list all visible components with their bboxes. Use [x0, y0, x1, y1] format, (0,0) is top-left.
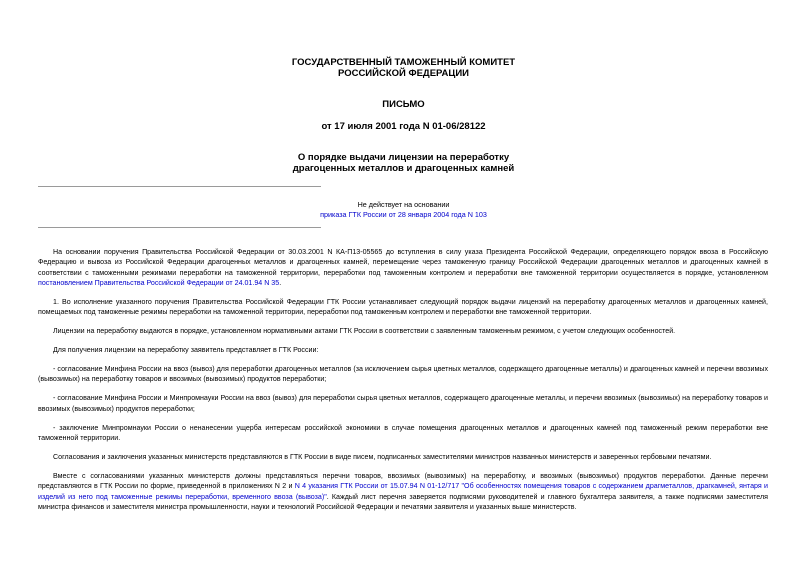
- paragraph-4: Для получения лицензии на переработку заявитель представляет в ГТК России:: [53, 346, 319, 355]
- paragraph-8: Согласования и заключения указанных министерств представляются в ГТК России в виде писем, подписанных заместителями министров названных министерств и заверенных гербовыми печатями.: [53, 452, 712, 461]
- paragraph-1-text: На основании поручения Правительства Российской Федерации от 30.03.2001 N КА-П13-05565 до вступления в силу указа Президента Российской Федерации, определяющего порядок ввоза в Российскую Федерацию и вывоза из Российской Федерации драгоценных металлов и драгоценных камней, перемещение через таможенную границу Российской Федерации драгоценных металлов и драгоценных камней в соответствии с таможенными режимами переработки на таможенной территории, переработки под таможенным контролем и переработки вне таможенной территории осуществляется в порядке, установленном: [38, 248, 768, 277]
- status-link[interactable]: приказа ГТК России от 28 января 2004 года N 103: [320, 210, 487, 219]
- status-label: Не действует на основании: [357, 200, 450, 209]
- paragraph-1-link[interactable]: постановлением Правительства Российской Федерации от 24.01.94 N 35: [38, 278, 280, 287]
- document-type: ПИСЬМО: [382, 99, 425, 110]
- paragraph-3: Лицензии на переработку выдаются в порядке, установленном нормативными актами ГТК России в соответствии с заявленным таможенным режимом, с учетом следующих особенностей.: [53, 327, 676, 336]
- subject-line2: драгоценных металлов и драгоценных камней: [292, 163, 515, 174]
- paragraph-9: [38, 471, 768, 512]
- document-date: от 17 июля 2001 года N 01-06/28122: [321, 121, 486, 132]
- status-wrapper: [0, 210, 807, 220]
- paragraph-9-end: . Каждый лист перечня заверяется подписями руководителей и главного бухгалтера заявителя, а также подписями заместителя министра финансов и заместителя министра промышленности, науки и технологий Российской Федерации и печатями заявителя и указанных выше министерств.: [38, 492, 768, 511]
- paragraph-9-link[interactable]: N 4 указания ГТК России от 15.07.94 N 01-12/717 "Об особенностях помещения товаров с содержанием драгметаллов, драгкамней, янтаря и изделий из него под таможенные режимы переработки, временного ввоза (вывоза)": [38, 482, 768, 501]
- paragraph-7: - заключение Минпромнауки России о ненанесении ущерба интересам российской экономики в случае помещения драгоценных металлов и драгоценных камней под таможенный режим переработки вне таможенной территории.: [38, 423, 768, 442]
- org-name-line2: РОССИЙСКОЙ ФЕДЕРАЦИИ: [337, 68, 469, 79]
- top-divider: [38, 186, 321, 187]
- paragraph-9-text: Вместе с согласованиями указанных министерств должны представляться перечни товаров, ввозимых (вывозимых) на переработку, и ввозимых (вывозимых) продуктов переработки. Данные перечни представляются в ГТК России по форме, приведенной в приложениях N 2 и: [38, 471, 768, 491]
- paragraph-6: - согласование Минфина России и Минпромнауки России на ввоз (вывоз) для переработки сырья цветных металлов, содержащего драгоценные металлы, и перечни ввозимых (вывозимых) на переработку товаров и ввозимых (вывозимых) продуктов переработки;: [38, 394, 768, 413]
- paragraph-5: - согласование Минфина России на ввоз (вывоз) для переработки драгоценных металлов (за исключением сырья цветных металлов, содержащего драгоценные металлы) и драгоценных камней и перечни ввозимых (вывозимых) на переработку товаров и ввозимых (вывозимых) продуктов переработки;: [38, 365, 768, 384]
- paragraph-1: [38, 247, 768, 288]
- paragraph-1-end: .: [279, 278, 282, 287]
- subject-line1: О порядке выдачи лицензии на переработку: [297, 152, 510, 163]
- bottom-divider: [38, 227, 321, 228]
- org-name-line1: ГОСУДАРСТВЕННЫЙ ТАМОЖЕННЫЙ КОМИТЕТ: [291, 57, 516, 68]
- paragraph-2: 1. Во исполнение указанного поручения Правительства Российской Федерации ГТК России устанавливает следующий порядок выдачи лицензий на переработку драгоценных металлов и драгоценных камней, помещаемых под таможенные режимы переработки на таможенной территории, переработки под таможенным контролем и переработки вне таможенной территории.: [38, 297, 768, 317]
- document-body: [38, 247, 768, 521]
